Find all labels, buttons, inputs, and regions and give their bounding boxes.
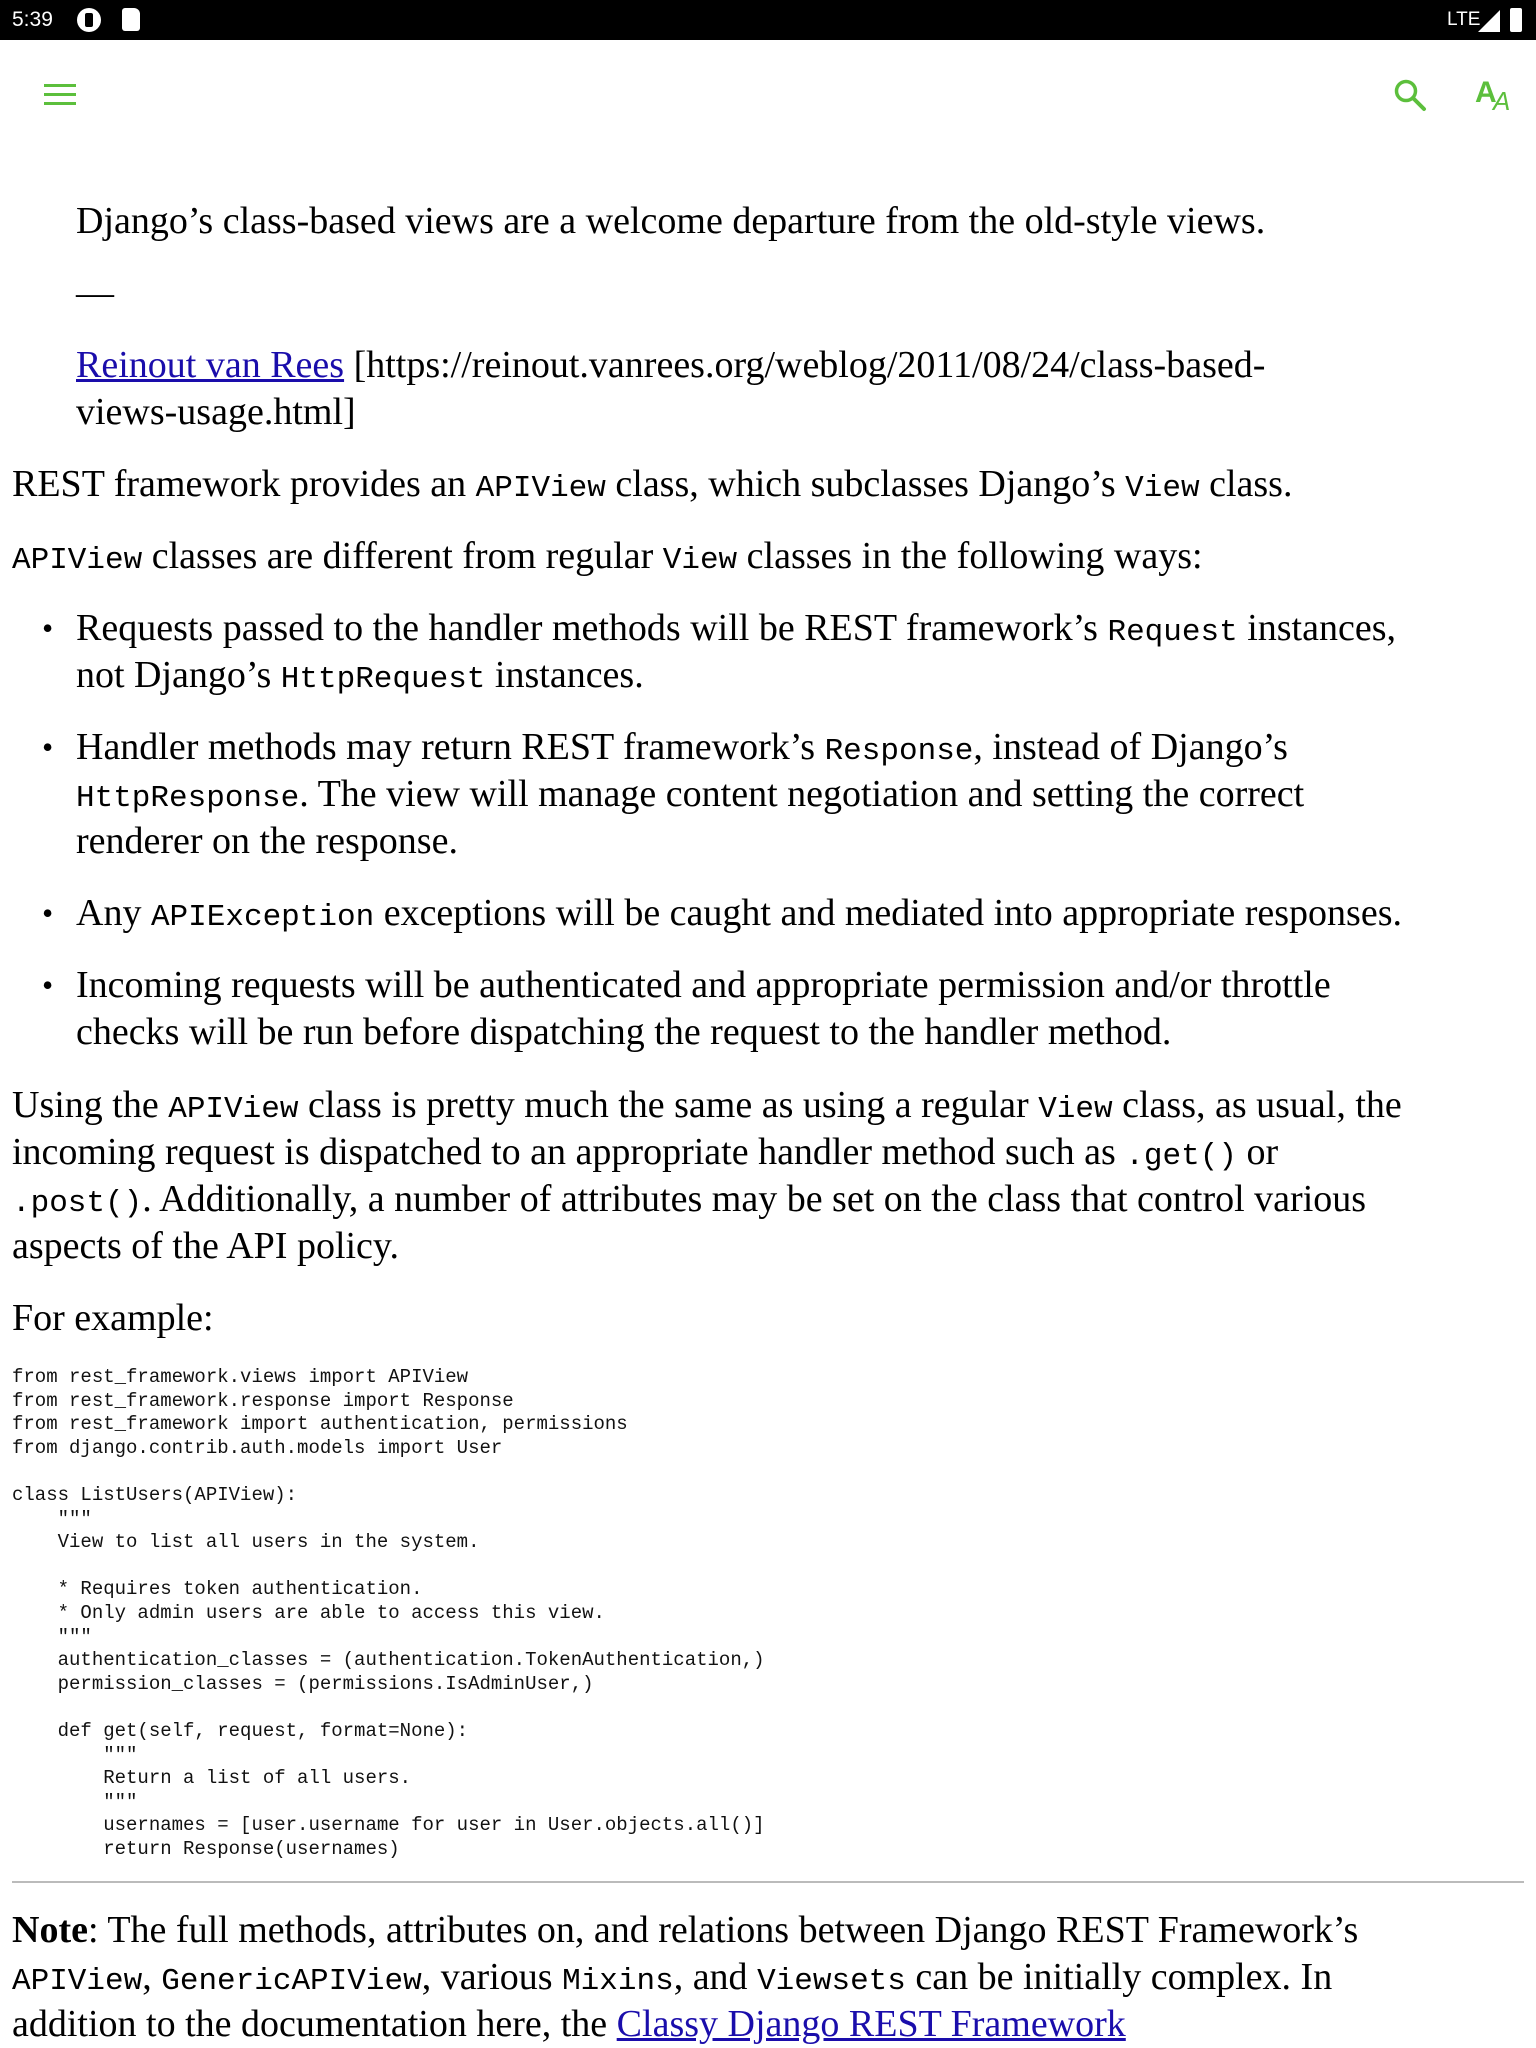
bullet-item-response-cont: HttpResponse. The view will manage content negotiation and setting the correct bbox=[76, 773, 1305, 816]
search-icon[interactable] bbox=[1393, 78, 1427, 112]
paragraph-differences: APIView classes are different from regular View classes in the following ways: bbox=[12, 535, 1203, 578]
bullet-item-response: • Handler methods may return REST framework’s Response, instead of Django’s bbox=[76, 724, 1288, 775]
code-block: from rest_framework.views import APIView from rest_framework.response import Response from rest_framework import authentication, permissions from django.contrib.auth.models import User class ListUsers(APIView): """ View to list all users in the system. * Requires token authentication. * Only admin users are able to access this view. """ authentication_classes = (authentication.TokenAuthentication,) permission_classes = (permissions.IsAdminUser,) def get(self, request, format=None): """ Return a list of all users. """ usernames = [user.username for user in User.objects.all()] return Response(usernames) bbox=[12, 1366, 765, 1860]
classy-drf-link[interactable]: Classy Django REST Framework bbox=[616, 2003, 1126, 2045]
text-size-icon[interactable]: A A bbox=[1475, 76, 1511, 116]
signal-icon bbox=[1478, 10, 1500, 32]
example-label: For example: bbox=[12, 1297, 214, 1339]
paragraph-apiview-intro: REST framework provides an APIView class, which subclasses Django’s View class. bbox=[12, 463, 1293, 506]
quote-url-cont: views-usage.html] bbox=[76, 391, 356, 433]
quote-text: Django’s class-based views are a welcome departure from the old-style views. bbox=[76, 200, 1266, 242]
note-label: Note bbox=[12, 1909, 88, 1951]
quote-dash: — bbox=[76, 272, 114, 314]
note-paragraph: Note: The full methods, attributes on, and relations between Django REST Framework’s bbox=[12, 1909, 1359, 1951]
bullet-item-response-cont2: renderer on the response. bbox=[76, 820, 458, 862]
hamburger-menu-icon[interactable] bbox=[44, 84, 76, 106]
author-link[interactable]: Reinout van Rees bbox=[76, 344, 345, 386]
status-time: 5:39 bbox=[12, 8, 53, 31]
notification-icon bbox=[77, 8, 101, 32]
bullet-item-auth-cont: checks will be run before dispatching the request to the handler method. bbox=[76, 1011, 1172, 1053]
paragraph-usage-l3: .post(). Additionally, a number of attributes may be set on the class that control various bbox=[12, 1178, 1367, 1221]
note-paragraph-l2: APIView, GenericAPIView, various Mixins, and Viewsets can be initially complex. In bbox=[12, 1956, 1333, 1999]
paragraph-usage: Using the APIView class is pretty much the same as using a regular View class, as usual, the bbox=[12, 1084, 1402, 1127]
paragraph-usage-l4: aspects of the API policy. bbox=[12, 1225, 399, 1267]
network-type: LTE bbox=[1447, 9, 1481, 30]
paragraph-usage-l2: incoming request is dispatched to an appropriate handler method such as .get() or bbox=[12, 1131, 1279, 1174]
note-paragraph-l3: addition to the documentation here, the Classy Django REST Framework bbox=[12, 2003, 1126, 2045]
divider bbox=[12, 1881, 1524, 1883]
bullet-item-exceptions: • Any APIException exceptions will be caught and mediated into appropriate responses. bbox=[76, 890, 1402, 941]
battery-icon bbox=[1510, 8, 1522, 32]
sd-card-icon bbox=[122, 8, 140, 31]
bullet-item-requests-cont: not Django’s HttpRequest instances. bbox=[76, 654, 644, 697]
bullet-item-auth: • Incoming requests will be authenticated and appropriate permission and/or throttle bbox=[76, 962, 1331, 1009]
app-toolbar bbox=[0, 40, 1536, 148]
status-bar bbox=[0, 0, 1536, 40]
quote-attribution: Reinout van Rees [https://reinout.vanrees.org/weblog/2011/08/24/class-based- bbox=[76, 344, 1266, 386]
bullet-item-requests: • Requests passed to the handler methods will be REST framework’s Request instances, bbox=[76, 605, 1396, 656]
